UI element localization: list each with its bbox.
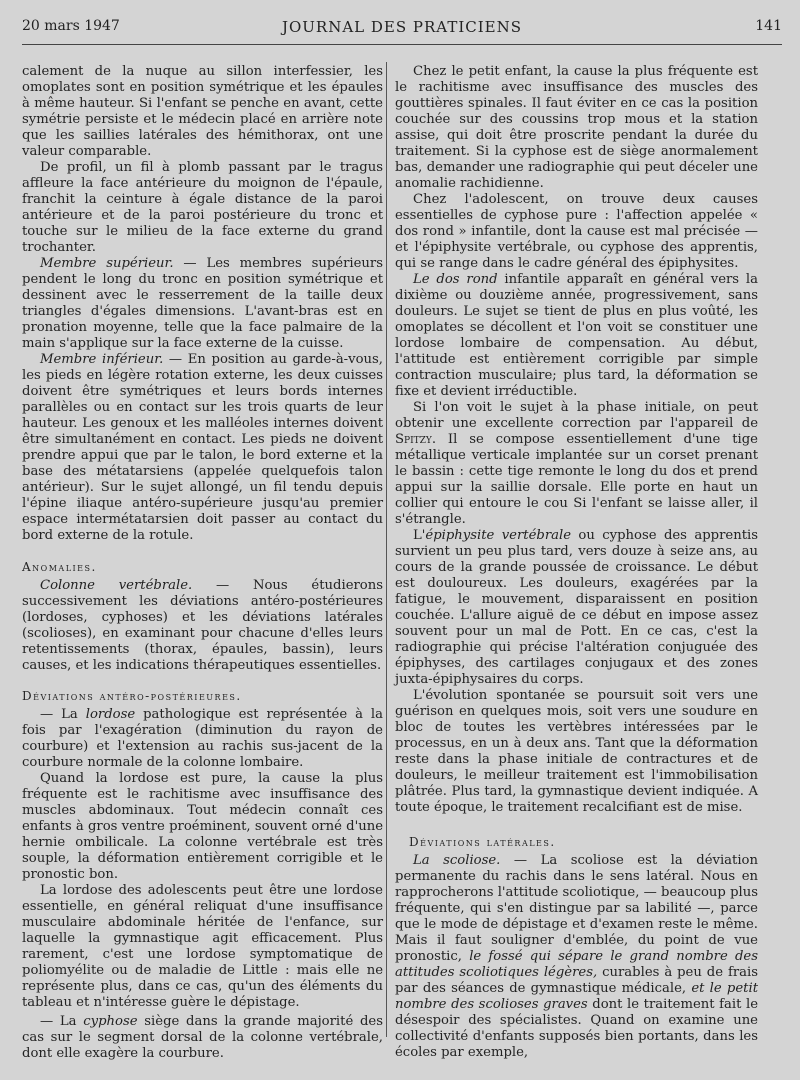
paragraph-title: Le dos rond <box>413 272 498 287</box>
column-divider <box>386 62 387 1037</box>
paragraph: Membre inférieur. — En position au garde-à-vous, les pieds en légère rotation externe, les deux cuisses doivent être symétriques et leurs bords internes parallèles ou en contact sur les trois quarts de leur hauteur. Les genoux et les malléoles internes doivent être simultanément en contact. Les pieds ne doivent prendre appui que par le talon, le bord externe et la base des métatarsiens (appelée quelquefois talon antérieur). Sur le sujet allongé, un fil tendu depuis l'épine iliaque antéro-supérieure jusqu'au premier espace intermétatarsien doit passer au contact du bord externe de la rotule. <box>22 352 383 543</box>
paragraph: L'épiphysite vertébrale ou cyphose des apprentis survient un peu plus tard, vers douze à seize ans, au cours de la grande poussée de croissance. Le début est douloureux. Les douleurs, exagérées par la fatigue, le mouvement, disparaissent en position couchée. L'allure aiguë de ce début en impose assez souvent pour un mal de Pott. En ce cas, c'est la radiographie qui précise l'altération conjuguée des épiphyses, des cartilages conjugaux et des zones juxta-épiphysaires du corps. <box>395 528 758 687</box>
paragraph: Membre supérieur. — Les membres supérieurs pendent le long du tronc en position symétrique et dessinent avec le resserrement de la taille deux triangles d'égales dimensions. L'avant-bras est en pronation moyenne, telle que la face palmaire de la main s'applique sur la face externe de la cuisse. <box>22 256 383 351</box>
paragraph: La lordose des adolescents peut être une lordose essentielle, en général reliquat d'une insuffisance musculaire abdominale héritée de l'enfance, sur laquelle la gymnastique agit efficacement. Plus rarement, c'est une lordose symptomatique de poliomyélite ou de maladie de Little : mais elle ne représente plus, dans ce cas, qu'un des éléments du tableau et n'intéresse guère le dépistage. <box>22 883 383 1010</box>
paragraph-title: épiphysite vertébrale <box>425 528 572 543</box>
right-column <box>395 64 758 1061</box>
paragraph: Si l'on voit le sujet à la phase initiale, on peut obtenir une excellente correction par l'appareil de Spitzy. Il se compose essentiellement d'une tige métallique verticale implantée sur un corset prenant le bassin : cette tige remonte le long du dos et prend appui sur la saillie dorsale. Elle porte en haut un collier qui entoure le cou Si l'enfant se laisse aller, il s'étrangle. <box>395 400 758 527</box>
paragraph: De profil, un fil à plomb passant par le tragus affleure la face antérieure du moignon de l'épaule, franchit la ceinture à égale distance de la paroi antérieure et de la paroi postérieure du tronc et touche sur le milieu de la face externe du grand trochanter. <box>22 160 383 255</box>
term-cyphose: cyphose <box>83 1014 138 1029</box>
paragraph: La scoliose. — La scoliose est la déviation permanente du rachis dans le sens latéral. Nous en rapprocherons l'attitude scoliotique, — beaucoup plus fréquente, qui s'en distingue par sa labilité —, parce que le mode de dépistage et d'examen reste le même. Mais il faut souligner d'emblée, du point de vue pronostic, le fossé qui sépare le grand nombre des attitudes scoliotiques légères, curables à peu de frais par des séances de gymnastique médicale, et le petit nombre des scolioses graves dont le traitement fait le désespoir des spécialistes. Quand on examine une collectivité d'enfants supposés bien portants, dans les écoles par exemple, <box>395 853 759 1060</box>
section-heading: Déviations antéro-postérieures. <box>22 689 242 703</box>
paragraph: — La cyphose siège dans la grande majorité des cas sur le segment dorsal de la colonne vertébrale, dont elle exagère la courbure. <box>22 1014 383 1061</box>
page-header <box>22 14 782 45</box>
term-lordose: lordose <box>85 707 136 722</box>
author-name: Spitzy <box>395 432 432 447</box>
header-journal-title: JOURNAL DES PRATICIENS <box>281 18 523 36</box>
paragraph-title: Colonne vertébrale. <box>40 578 193 593</box>
left-column <box>22 64 383 1062</box>
paragraph: L'évolution spontanée se poursuit soit vers une guérison en quelques mois, soit vers une soudure en bloc de toutes les vertèbres intéressées par le processus, en un à deux ans. Tant que la déformation reste dans la phase initiale de contractures et de douleurs, le meilleur traitement est l'immobilisation plâtrée. Plus tard, la gymnastique devient indiquée. A toute époque, le traitement recalcifiant est de mise. <box>395 688 758 815</box>
paragraph-title: Membre supérieur. <box>40 256 174 271</box>
paragraph-title: La scoliose. <box>413 853 501 868</box>
section-heading: Déviations latérales. <box>409 835 556 849</box>
paragraph: Le dos rond infantile apparaît en général vers la dixième ou douzième année, progressivement, sans douleurs. Le sujet se tient de plus en plus voûté, les omoplates se décollent et l'on voit se constituer une lordose lombaire de compensation. Au début, l'attitude est entièrement corrigible par simple contraction musculaire; plus tard, la déformation se fixe et devient irréductible. <box>395 272 758 399</box>
paragraph-title: Membre inférieur. <box>40 352 164 367</box>
section-heading: Anomalies. <box>22 560 97 574</box>
paragraph: Chez le petit enfant, la cause la plus fréquente est le rachitisme avec insuffisance des muscles des gouttières spinales. Il faut éviter en ce cas la position couchée sur des coussins trop mous et la station assise, qui doit être proscrite pendant la durée du traitement. Si la cyphose est de siège anormalement bas, demander une radiographie qui peut déceler une anomalie rachidienne. <box>395 64 758 191</box>
paragraph: Colonne vertébrale. — Nous étudierons successivement les déviations antéro-postérieures (lordoses, cyphoses) et les déviations latérales (scolioses), en examinant pour chacune d'elles leurs retentissements (thorax, épaules, bassin), leurs causes, et les indications thérapeutiques essentielles. <box>22 578 384 673</box>
header-date: 20 mars 1947 <box>22 18 120 34</box>
emphasis: le fossé qui sépare le grand nombre des attitudes scoliotiques légères, <box>395 949 758 980</box>
paragraph: calement de la nuque au sillon interfessier, les omoplates sont en position symétrique et les épaules à même hauteur. Si l'enfant se penche en avant, cette symétrie persiste et le médecin placé en arrière note que les saillies latérales des hémithorax, ont une valeur comparable. <box>22 64 383 159</box>
emphasis: et le petit nombre des scolioses graves <box>395 981 758 1012</box>
paragraph: Quand la lordose est pure, la cause la plus fréquente est le rachitisme avec insuffisance des muscles abdominaux. Tout médecin connaît ces enfants à gros ventre proéminent, souvent orné d'une hernie ombilicale. La colonne vertébrale est très souple, la déformation entièrement corrigible et le pronostic bon. <box>22 771 383 882</box>
paragraph: Chez l'adolescent, on trouve deux causes essentielles de cyphose pure : l'affection appelée « dos rond » infantile, dont la cause est mal précisée — et l'épiphysite vertébrale, ou cyphose des apprentis, qui se range dans le cadre général des épiphysites. <box>395 192 758 271</box>
paragraph: — La lordose pathologique est représentée à la fois par l'exagération (diminution du rayon de courbure) et l'extension au rachis sus-jacent de la courbure normale de la colonne lombaire. <box>22 707 383 770</box>
header-page-number: 141 <box>755 18 782 34</box>
